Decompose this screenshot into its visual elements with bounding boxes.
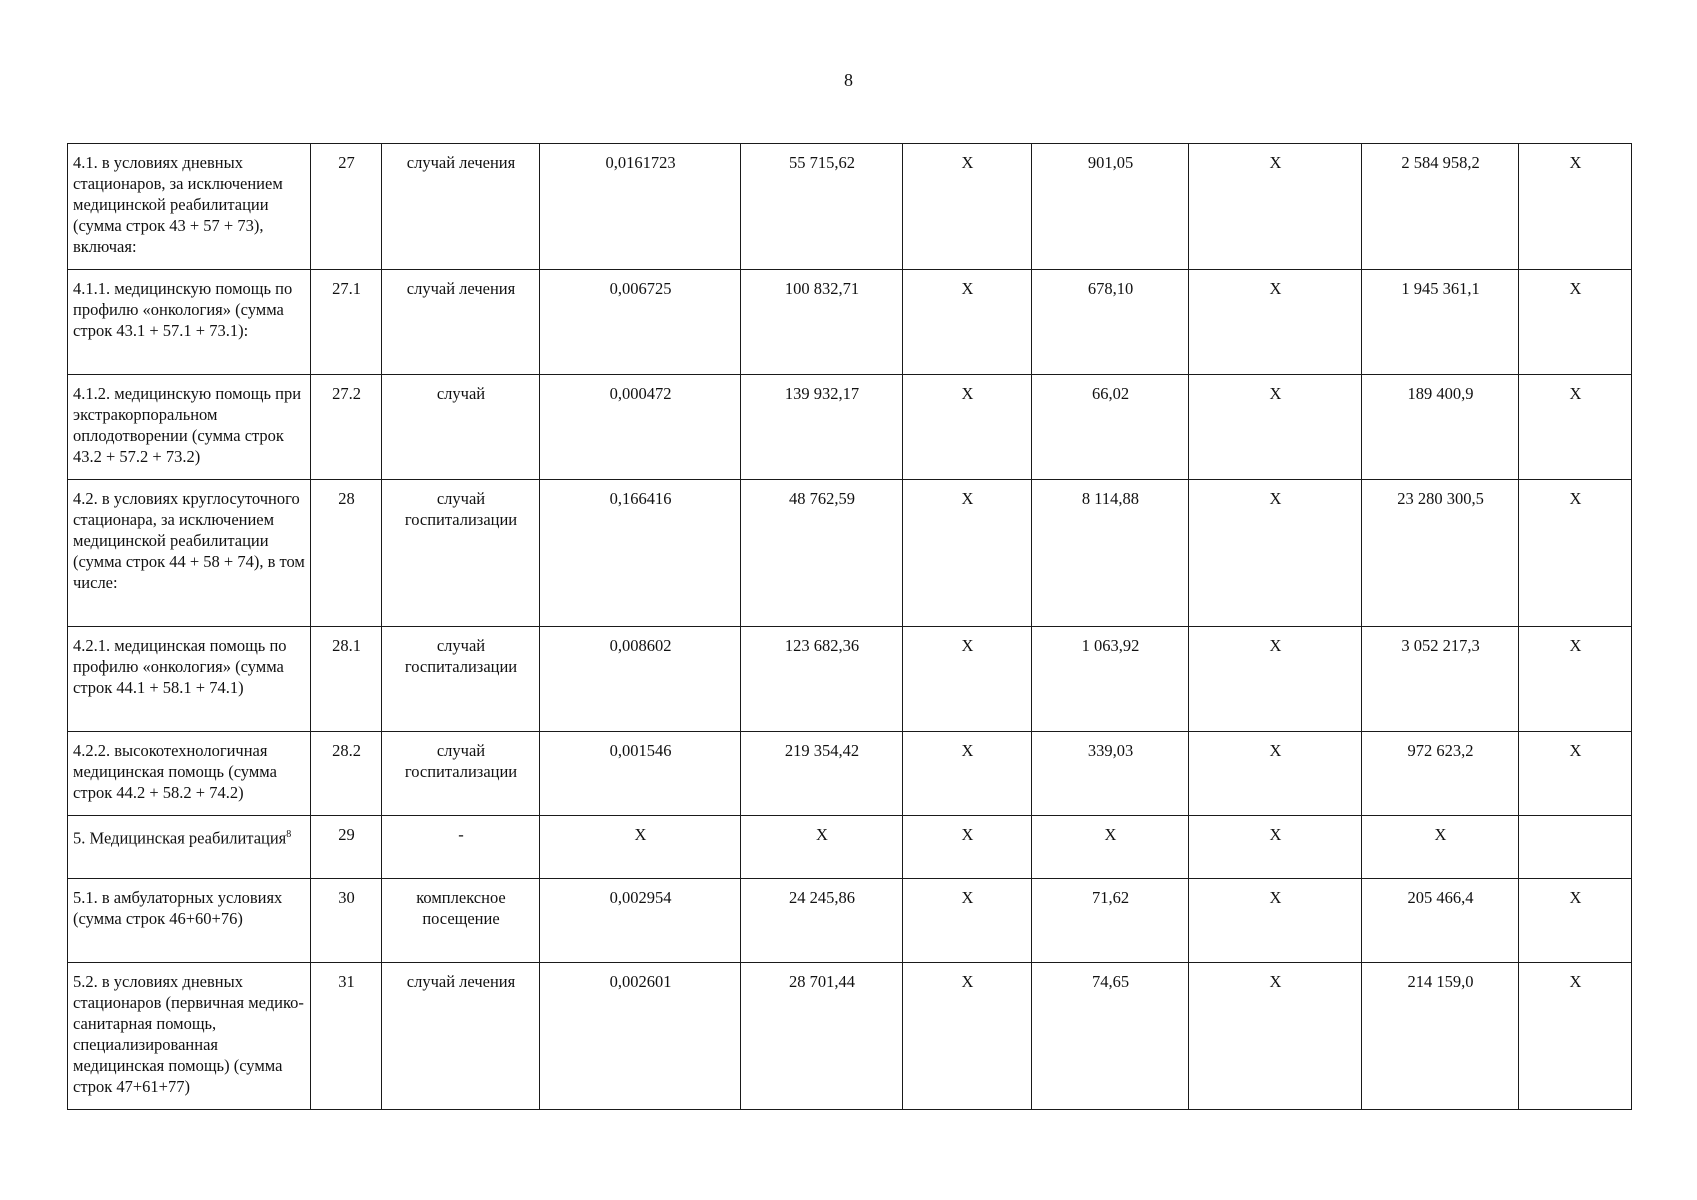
cell-line-number <box>311 144 382 270</box>
cell-cost-per-unit <box>741 480 903 627</box>
cell-per-capita <box>1032 816 1189 879</box>
cell-x-3 <box>1519 144 1632 270</box>
cell-x-1 <box>903 732 1032 816</box>
cell-cost-per-unit <box>741 375 903 480</box>
cell-total-text: 3 052 217,3 <box>1401 636 1480 655</box>
cell-line-number-text: 31 <box>338 972 355 991</box>
cell-name <box>68 816 311 879</box>
cell-total <box>1362 732 1519 816</box>
cell-name-text: 4.1.1. медицинскую помощь по профилю «онкология» (сумма строк 43.1 + 57.1 + 73.1): <box>73 279 293 340</box>
cell-x-2-text: Х <box>1269 636 1282 655</box>
cell-x-1 <box>903 963 1032 1110</box>
cell-volume-text: 0,0161723 <box>605 153 676 172</box>
cell-total-text: 214 159,0 <box>1407 972 1474 991</box>
cell-x-1 <box>903 375 1032 480</box>
cell-x-1 <box>903 480 1032 627</box>
table-row <box>68 963 1632 1110</box>
cell-cost-per-unit <box>741 732 903 816</box>
cell-per-capita-text: 74,65 <box>1091 972 1130 991</box>
cell-total <box>1362 963 1519 1110</box>
cell-name <box>68 879 311 963</box>
cell-volume-text: 0,002601 <box>609 972 672 991</box>
cell-x-1 <box>903 816 1032 879</box>
cell-cost-per-unit-text: 48 762,59 <box>789 489 855 508</box>
table-row <box>68 144 1632 270</box>
cell-x-1-text: Х <box>961 825 974 844</box>
cell-line-number-text: 27 <box>338 153 355 172</box>
cell-cost-per-unit <box>741 879 903 963</box>
cell-line-number-text: 30 <box>338 888 355 907</box>
cell-x-3 <box>1519 480 1632 627</box>
cell-x-3-text: Х <box>1569 636 1582 655</box>
cell-unit <box>382 816 540 879</box>
footnote-marker: 8 <box>286 829 292 840</box>
cell-volume-text: 0,006725 <box>609 279 672 298</box>
cell-name-text: 5. Медицинская реабилитация <box>73 828 287 848</box>
cell-x-1-text: Х <box>961 489 974 508</box>
cell-x-1 <box>903 879 1032 963</box>
cell-x-2-text: Х <box>1269 384 1282 403</box>
cell-volume-text: 0,166416 <box>609 489 672 508</box>
cell-total <box>1362 375 1519 480</box>
cell-unit-text: случай госпитализации <box>404 489 518 529</box>
cell-x-2 <box>1189 816 1362 879</box>
cell-x-3 <box>1519 375 1632 480</box>
cell-x-2 <box>1189 732 1362 816</box>
cell-x-2 <box>1189 375 1362 480</box>
cell-volume <box>540 375 741 480</box>
cell-total-text: 189 400,9 <box>1407 384 1474 403</box>
cell-name-text: 4.2.2. высокотехнологичная медицинская помощь (сумма строк 44.2 + 58.2 + 74.2) <box>73 741 277 802</box>
cell-volume-text: Х <box>634 825 647 844</box>
cell-name-text: 5.1. в амбулаторных условиях (сумма строк 46+60+76) <box>73 888 283 928</box>
cell-per-capita-text: 678,10 <box>1087 279 1134 298</box>
cell-per-capita-text: 1 063,92 <box>1081 636 1140 655</box>
cell-per-capita-text: 8 114,88 <box>1081 489 1140 508</box>
cell-unit-text: случай госпитализации <box>404 741 518 781</box>
cell-cost-per-unit-text: 219 354,42 <box>784 741 860 760</box>
cell-x-3-text: Х <box>1569 972 1582 991</box>
cell-line-number-text: 27.2 <box>332 384 361 403</box>
cell-volume-text: 0,008602 <box>609 636 672 655</box>
cell-name <box>68 480 311 627</box>
cell-x-3 <box>1519 627 1632 732</box>
cell-cost-per-unit-text: Х <box>816 825 828 844</box>
cell-unit <box>382 627 540 732</box>
cell-x-3-text: Х <box>1569 489 1582 508</box>
cell-unit <box>382 732 540 816</box>
cell-name <box>68 144 311 270</box>
cell-x-2-text: Х <box>1269 972 1282 991</box>
cell-cost-per-unit <box>741 627 903 732</box>
cell-x-3-text: Х <box>1569 279 1582 298</box>
cell-name-text: 4.1.2. медицинскую помощь при экстракорпоральном оплодотворении (сумма строк 43.2 + 57.2 + 73.2) <box>73 384 302 466</box>
cell-per-capita <box>1032 270 1189 375</box>
cell-x-3 <box>1519 879 1632 963</box>
cell-cost-per-unit-text: 55 715,62 <box>789 153 855 172</box>
cell-line-number <box>311 732 382 816</box>
cell-per-capita <box>1032 732 1189 816</box>
cell-x-3-text: Х <box>1569 384 1582 403</box>
cell-line-number <box>311 270 382 375</box>
cell-unit <box>382 480 540 627</box>
cell-line-number-text: 28.2 <box>332 741 361 760</box>
cell-volume <box>540 144 741 270</box>
cell-total-text: 1 945 361,1 <box>1401 279 1480 298</box>
cell-x-2-text: Х <box>1269 489 1282 508</box>
cell-x-2-text: Х <box>1269 279 1282 298</box>
cell-x-2 <box>1189 879 1362 963</box>
cell-name-text: 4.1. в условиях дневных стационаров, за исключением медицинской реабилитации (сумма строк 43 + 57 + 73), включая: <box>73 153 283 256</box>
table-row <box>68 879 1632 963</box>
cell-x-2-text: Х <box>1269 888 1282 907</box>
cell-x-3-text: Х <box>1569 741 1582 760</box>
cell-cost-per-unit <box>741 144 903 270</box>
cell-name <box>68 732 311 816</box>
cell-total <box>1362 816 1519 879</box>
cell-x-3-text: Х <box>1569 888 1582 907</box>
cell-name <box>68 375 311 480</box>
cell-unit-text: случай госпитализации <box>404 636 518 676</box>
cell-name-text: 4.2. в условиях круглосуточного стационара, за исключением медицинской реабилитации (сумма строк 44 + 58 + 74), в том числе: <box>73 489 305 592</box>
cell-x-2 <box>1189 480 1362 627</box>
table-row <box>68 270 1632 375</box>
cell-volume-text: 0,001546 <box>609 741 672 760</box>
cell-line-number <box>311 816 382 879</box>
table-row <box>68 732 1632 816</box>
cell-volume <box>540 963 741 1110</box>
cell-per-capita-text: 71,62 <box>1091 888 1130 907</box>
cell-x-2-text: Х <box>1269 741 1282 760</box>
cell-per-capita <box>1032 627 1189 732</box>
cell-x-1 <box>903 144 1032 270</box>
cell-total <box>1362 879 1519 963</box>
cell-unit-text: случай лечения <box>406 972 516 991</box>
cell-line-number <box>311 879 382 963</box>
cell-line-number <box>311 480 382 627</box>
cell-per-capita <box>1032 375 1189 480</box>
cell-unit <box>382 879 540 963</box>
cell-unit-text: комплексное посещение <box>416 888 506 928</box>
cell-name <box>68 270 311 375</box>
cell-total <box>1362 270 1519 375</box>
cell-total-text: 972 623,2 <box>1407 741 1474 760</box>
cell-total-text: 2 584 958,2 <box>1401 153 1480 172</box>
cell-x-2 <box>1189 963 1362 1110</box>
cell-x-1-text: Х <box>961 888 974 907</box>
cell-total <box>1362 480 1519 627</box>
cell-per-capita <box>1032 963 1189 1110</box>
cell-x-2-text: Х <box>1269 153 1282 172</box>
cell-cost-per-unit-text: 139 932,17 <box>784 384 860 403</box>
cell-volume <box>540 879 741 963</box>
cell-cost-per-unit-text: 123 682,36 <box>784 636 860 655</box>
cell-x-3 <box>1519 963 1632 1110</box>
cell-total-text: 205 466,4 <box>1407 888 1474 907</box>
cell-line-number <box>311 627 382 732</box>
cell-x-3-text: Х <box>1569 153 1582 172</box>
cell-volume <box>540 816 741 879</box>
cell-line-number-text: 28.1 <box>332 636 361 655</box>
cell-x-3 <box>1519 270 1632 375</box>
cell-line-number <box>311 963 382 1110</box>
cell-x-1-text: Х <box>961 741 974 760</box>
cell-x-1 <box>903 627 1032 732</box>
cell-per-capita <box>1032 879 1189 963</box>
cell-unit <box>382 963 540 1110</box>
cell-volume <box>540 480 741 627</box>
cell-per-capita-text: 339,03 <box>1087 741 1134 760</box>
cell-per-capita-text: 901,05 <box>1087 153 1134 172</box>
cell-unit-text: случай лечения <box>406 279 516 298</box>
cell-x-2 <box>1189 270 1362 375</box>
cell-cost-per-unit <box>741 816 903 879</box>
cell-unit-text: случай <box>436 384 486 403</box>
cell-unit <box>382 375 540 480</box>
cell-x-1 <box>903 270 1032 375</box>
cell-x-2 <box>1189 144 1362 270</box>
cell-cost-per-unit <box>741 963 903 1110</box>
cell-x-2-text: Х <box>1269 825 1282 844</box>
cell-total-text: Х <box>1434 825 1447 844</box>
table-row <box>68 375 1632 480</box>
cell-name-text: 4.2.1. медицинская помощь по профилю «онкология» (сумма строк 44.1 + 58.1 + 74.1) <box>73 636 287 697</box>
cell-per-capita-text: 66,02 <box>1091 384 1130 403</box>
cell-line-number-text: 27.1 <box>332 279 361 298</box>
cell-per-capita <box>1032 144 1189 270</box>
cell-line-number-text: 29 <box>338 825 355 844</box>
cell-x-2 <box>1189 627 1362 732</box>
cell-name <box>68 963 311 1110</box>
cell-total <box>1362 627 1519 732</box>
cell-cost-per-unit-text: 28 701,44 <box>789 972 855 991</box>
cell-name-text: 5.2. в условиях дневных стационаров (первичная медико-санитарная помощь, специализированная медицинская помощь) (сумма строк 47+61+77) <box>73 972 304 1096</box>
cell-name <box>68 627 311 732</box>
cell-volume <box>540 270 741 375</box>
cell-total <box>1362 144 1519 270</box>
cell-x-1-text: Х <box>961 972 974 991</box>
cell-x-1-text: Х <box>961 636 974 655</box>
cell-per-capita <box>1032 480 1189 627</box>
cell-unit-text: случай лечения <box>406 153 516 172</box>
cell-total-text: 23 280 300,5 <box>1397 489 1484 508</box>
cell-unit <box>382 270 540 375</box>
table-body <box>68 144 1632 1110</box>
cell-volume-text: 0,002954 <box>609 888 672 907</box>
cell-volume <box>540 627 741 732</box>
table-row <box>68 816 1632 879</box>
cell-cost-per-unit <box>741 270 903 375</box>
cell-per-capita-text: Х <box>1104 825 1117 844</box>
cell-x-1-text: Х <box>961 384 974 403</box>
cell-x-1-text: Х <box>961 153 974 172</box>
cell-cost-per-unit-text: 24 245,86 <box>789 888 855 907</box>
cell-unit-text: - <box>458 825 464 844</box>
cell-line-number <box>311 375 382 480</box>
page-number: 8 <box>844 70 853 90</box>
cell-volume-text: 0,000472 <box>609 384 672 403</box>
cell-line-number-text: 28 <box>338 489 355 508</box>
cell-x-3 <box>1519 732 1632 816</box>
table-row <box>68 480 1632 627</box>
cell-unit <box>382 144 540 270</box>
table-row <box>68 627 1632 732</box>
norms-table <box>67 143 1632 1110</box>
cell-volume <box>540 732 741 816</box>
cell-x-1-text: Х <box>961 279 974 298</box>
cell-cost-per-unit-text: 100 832,71 <box>784 279 860 298</box>
cell-x-3 <box>1519 816 1632 879</box>
